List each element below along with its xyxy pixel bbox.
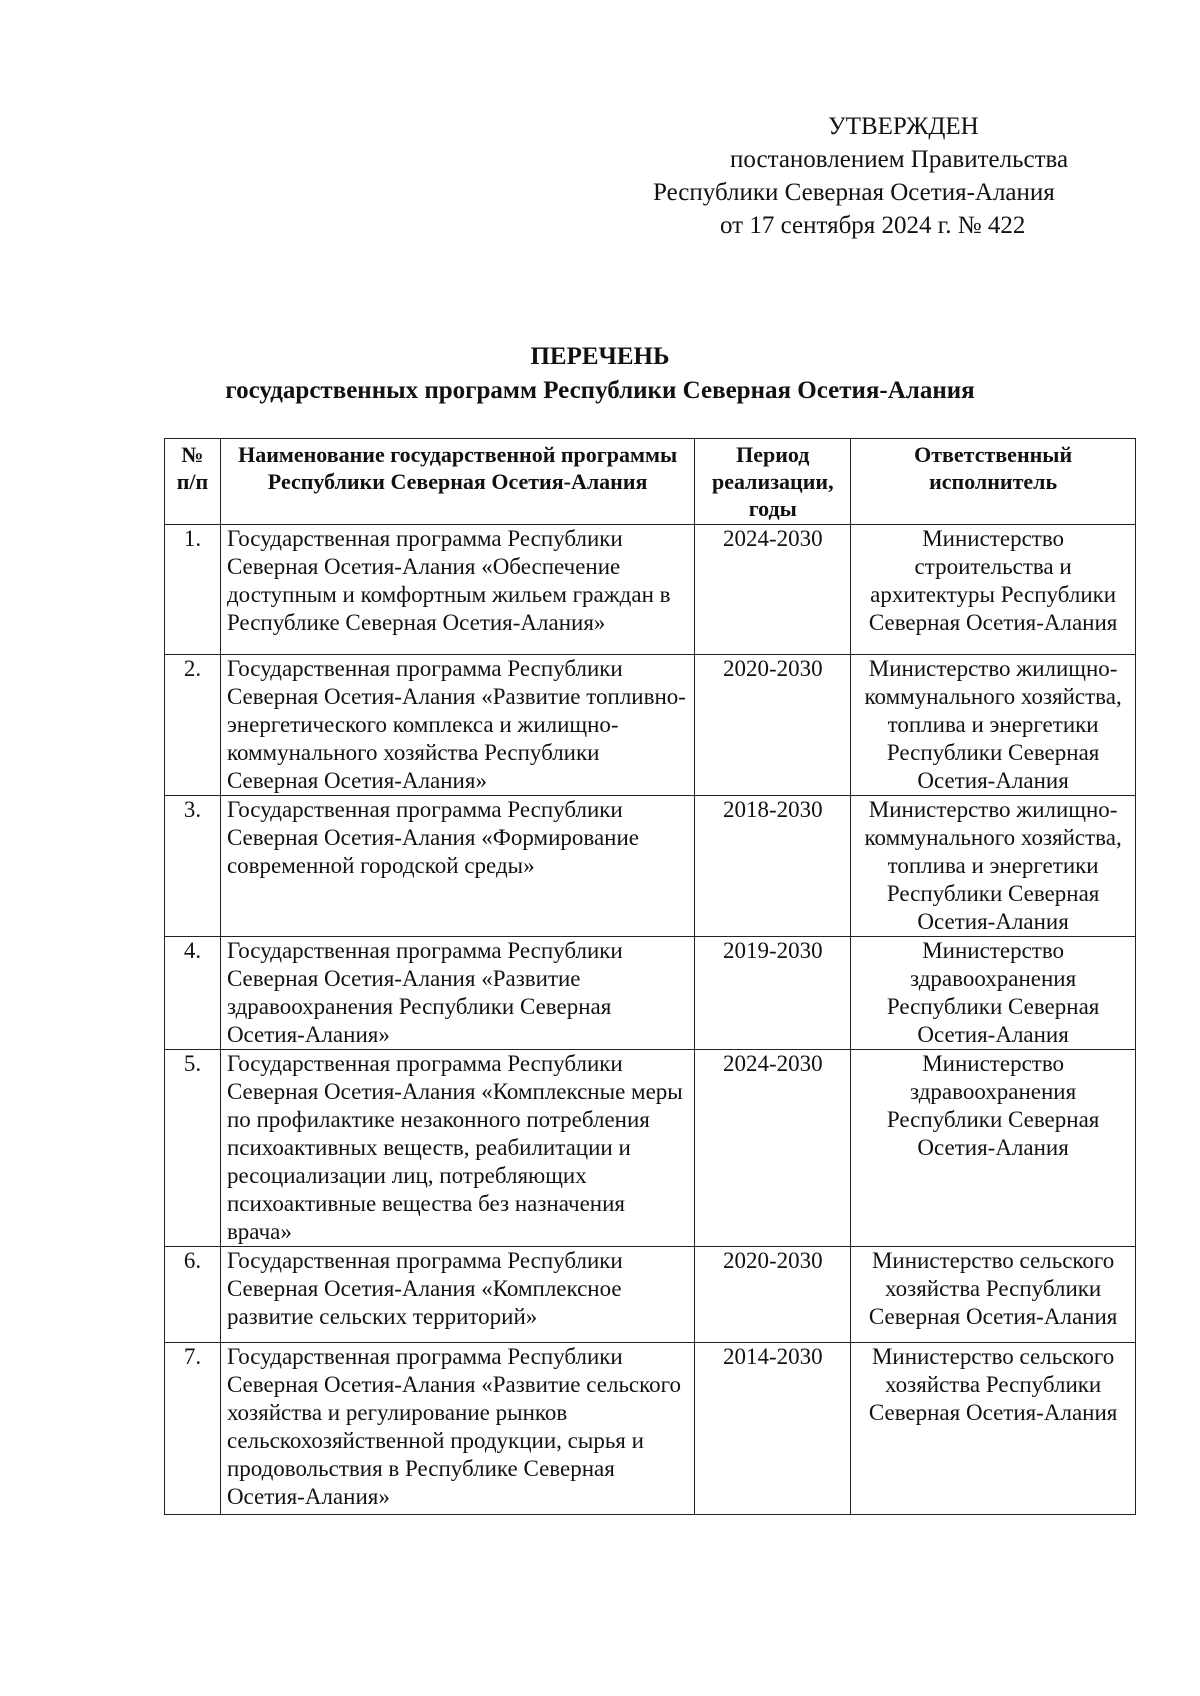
program-period: 2019-2030 bbox=[695, 937, 851, 1050]
table-row bbox=[165, 796, 1136, 937]
document-title: ПЕРЕЧЕНЬ bbox=[530, 343, 670, 370]
program-name: Государственная программа Республики Северная Осетия-Алания «Комплексные меры по профилактике незаконного потребления психоактивных веществ, реабилитации и ресоциализации лиц, потребляющих психоактивные вещества без назначения врача» bbox=[220, 1050, 694, 1247]
header-period: Период реализации, годы bbox=[695, 439, 851, 525]
table-row bbox=[165, 937, 1136, 1050]
program-name: Государственная программа Республики Северная Осетия-Алания «Комплексное развитие сельских территорий» bbox=[220, 1247, 694, 1343]
approval-resolution: постановлением Правительства bbox=[730, 146, 1069, 173]
approval-date-number: от 17 сентября 2024 г. № 422 bbox=[720, 212, 1026, 239]
program-executor: Министерство сельского хозяйства Республики Северная Осетия-Алания bbox=[851, 1247, 1136, 1343]
document-subtitle: государственных программ Республики Северная Осетия-Алания bbox=[225, 377, 975, 404]
table-row bbox=[165, 1343, 1136, 1515]
programs-table bbox=[164, 438, 1136, 1515]
program-executor: Министерство строительства и архитектуры Республики Северная Осетия-Алания bbox=[851, 525, 1136, 655]
row-number: 3. bbox=[165, 796, 221, 937]
program-period: 2020-2030 bbox=[695, 1247, 851, 1343]
row-number: 6. bbox=[165, 1247, 221, 1343]
row-number: 1. bbox=[165, 525, 221, 655]
program-name: Государственная программа Республики Северная Осетия-Алания «Развитие здравоохранения Республики Северная Осетия-Алания» bbox=[220, 937, 694, 1050]
program-name: Государственная программа Республики Северная Осетия-Алания «Формирование современной городской среды» bbox=[220, 796, 694, 937]
program-executor: Министерство сельского хозяйства Республики Северная Осетия-Алания bbox=[851, 1343, 1136, 1515]
program-name: Государственная программа Республики Северная Осетия-Алания «Развитие сельского хозяйства и регулирование рынков сельскохозяйственной продукции, сырья и продовольствия в Республике Северная Осетия-Алания» bbox=[220, 1343, 694, 1515]
program-period: 2024-2030 bbox=[695, 1050, 851, 1247]
program-executor: Министерство здравоохранения Республики Северная Осетия-Алания bbox=[851, 1050, 1136, 1247]
header-number: № п/п bbox=[165, 439, 221, 525]
table-row bbox=[165, 1050, 1136, 1247]
program-name: Государственная программа Республики Северная Осетия-Алания «Обеспечение доступным и комфортным жильем граждан в Республике Северная Осетия-Алания» bbox=[220, 525, 694, 655]
program-period: 2020-2030 bbox=[695, 655, 851, 796]
program-period: 2018-2030 bbox=[695, 796, 851, 937]
program-executor: Министерство жилищно-коммунального хозяйства, топлива и энергетики Республики Северная Осетия-Алания bbox=[851, 796, 1136, 937]
program-period: 2014-2030 bbox=[695, 1343, 851, 1515]
document-heading bbox=[0, 340, 1200, 408]
header-program-name: Наименование государственной программы Республики Северная Осетия-Алания bbox=[220, 439, 694, 525]
program-executor: Министерство здравоохранения Республики Северная Осетия-Алания bbox=[851, 937, 1136, 1050]
row-number: 7. bbox=[165, 1343, 221, 1515]
table-row bbox=[165, 655, 1136, 796]
approval-stamp bbox=[600, 110, 1120, 242]
approval-government: Республики Северная Осетия-Алания bbox=[653, 179, 1055, 206]
row-number: 2. bbox=[165, 655, 221, 796]
row-number: 4. bbox=[165, 937, 221, 1050]
row-number: 5. bbox=[165, 1050, 221, 1247]
approval-title: УТВЕРЖДЕН bbox=[828, 113, 979, 140]
program-period: 2024-2030 bbox=[695, 525, 851, 655]
program-executor: Министерство жилищно-коммунального хозяйства, топлива и энергетики Республики Северная Осетия-Алания bbox=[851, 655, 1136, 796]
program-name: Государственная программа Республики Северная Осетия-Алания «Развитие топливно-энергетического комплекса и жилищно-коммунального хозяйства Республики Северная Осетия-Алания» bbox=[220, 655, 694, 796]
table-header-row bbox=[165, 439, 1136, 525]
table-row bbox=[165, 1247, 1136, 1343]
table-row bbox=[165, 525, 1136, 655]
header-executor: Ответственный исполнитель bbox=[851, 439, 1136, 525]
